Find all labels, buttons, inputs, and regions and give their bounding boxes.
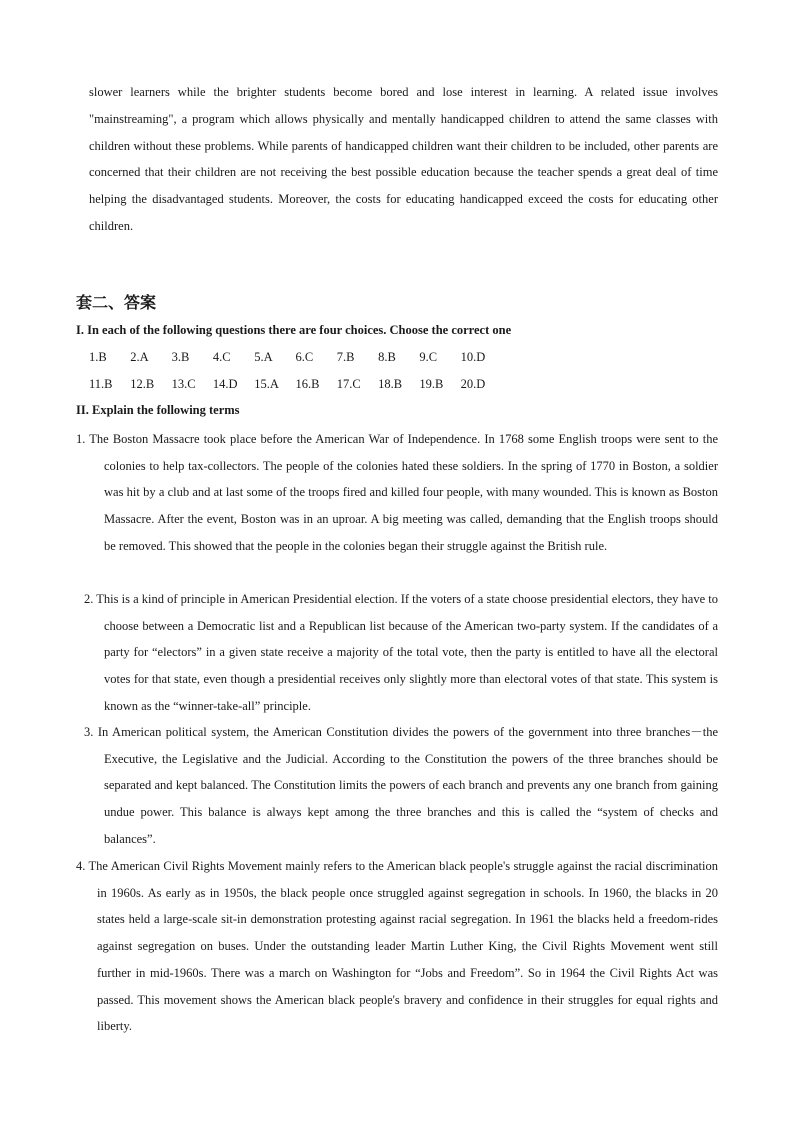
answer-item: 15.A (254, 377, 279, 391)
answer-item: 14.D (212, 377, 238, 391)
answer-item: 3.B (171, 350, 190, 364)
part1-heading: I. In each of the following questions there are four choices. Choose the correct one (76, 323, 512, 337)
term-checks-and-balances: 3. In American political system, the American Constitution divides the powers of the government into three branches－the Executive, the Legislative and the Judicial. According to the Constitution the powers of the three branches should be separated and kept balanced. The Constitution limits the powers of each branch and prevents any one branch from gaining undue power. This balance is always kept among the three branches and this is called the “system of checks and balances”. (84, 725, 718, 846)
section-title: 套二、答案 (76, 293, 157, 312)
answer-item: 8.B (378, 350, 396, 364)
answer-row-2 (89, 377, 502, 392)
answer-item: 12.B (130, 377, 155, 391)
answer-item: 7.B (336, 350, 355, 364)
term-boston-massacre: 1. The Boston Massacre took place before the American War of Independence. In 1768 some English troops were sent to the colonies to help tax-collectors. The people of the colonies hated these soldiers. In the spring of 1770 in Boston, a soldier was hit by a club and at last some of the troops fired and killed four people, with many wounded. This is known as Boston Massacre. After the event, Boston was in an uproar. A big meeting was called, demanding that the English troops should be removed. This showed that the people in the colonies began their struggle against the British rule. (76, 432, 718, 553)
term-winner-take-all: 2. This is a kind of principle in American Presidential election. If the voters of a state choose presidential electors, they have to choose between a Democratic list and a Republican list because of the American two-party system. If the candidates of a party for “electors” in a given state receive a majority of the total vote, then the party is entitled to have all the electoral votes for that state, even though a presidential receives only slightly more than electoral votes of that state. This system is known as the “winner-take-all” principle. (84, 592, 718, 713)
answer-item: 2.A (130, 350, 149, 364)
answer-item: 13.C (171, 377, 196, 391)
answer-item: 10.D (460, 350, 486, 364)
part2-heading: II. Explain the following terms (76, 403, 240, 417)
answer-item: 11.B (89, 377, 113, 391)
answer-item: 4.C (212, 350, 231, 364)
answer-item: 18.B (378, 377, 403, 391)
answer-item: 16.B (295, 377, 320, 391)
answer-item: 9.C (419, 350, 438, 364)
answer-item: 1.B (89, 350, 107, 364)
answer-item: 19.B (419, 377, 444, 391)
answer-item: 5.A (254, 350, 273, 364)
answer-row-1 (89, 350, 502, 365)
intro-paragraph: slower learners while the brighter students become bored and lose interest in learning. A related issue involves "mainstreaming", a program which allows physically and mentally handicapped children to attend the same classes with children without these problems. While parents of handicapped children want their children to be included, other parents are concerned that their children are not receiving the best possible education because the teacher spends a great deal of time helping the disadvantaged students. Moreover, the costs for educating handicapped exceed the costs for educating other children. (89, 85, 718, 233)
answer-item: 6.C (295, 350, 314, 364)
answer-item: 20.D (460, 377, 486, 391)
answer-item: 17.C (336, 377, 361, 391)
term-civil-rights-movement: 4. The American Civil Rights Movement mainly refers to the American black people's struggle against the racial discrimination in 1960s. As early as in 1950s, the black people once struggled against segregation in schools. In 1960, the blacks in 20 states held a large-scale sit-in demonstration protesting against racial segregation. In 1961 the blacks held a freedom-rides against segregation on buses. Under the outstanding leader Martin Luther King, the Civil Rights Movement went still further in mid-1960s. There was a march on Washington for “Jobs and Freedom”. So in 1964 the Civil Rights Act was passed. This movement shows the American black people's bravery and confidence in their struggles for equal rights and liberty. (76, 859, 718, 1034)
